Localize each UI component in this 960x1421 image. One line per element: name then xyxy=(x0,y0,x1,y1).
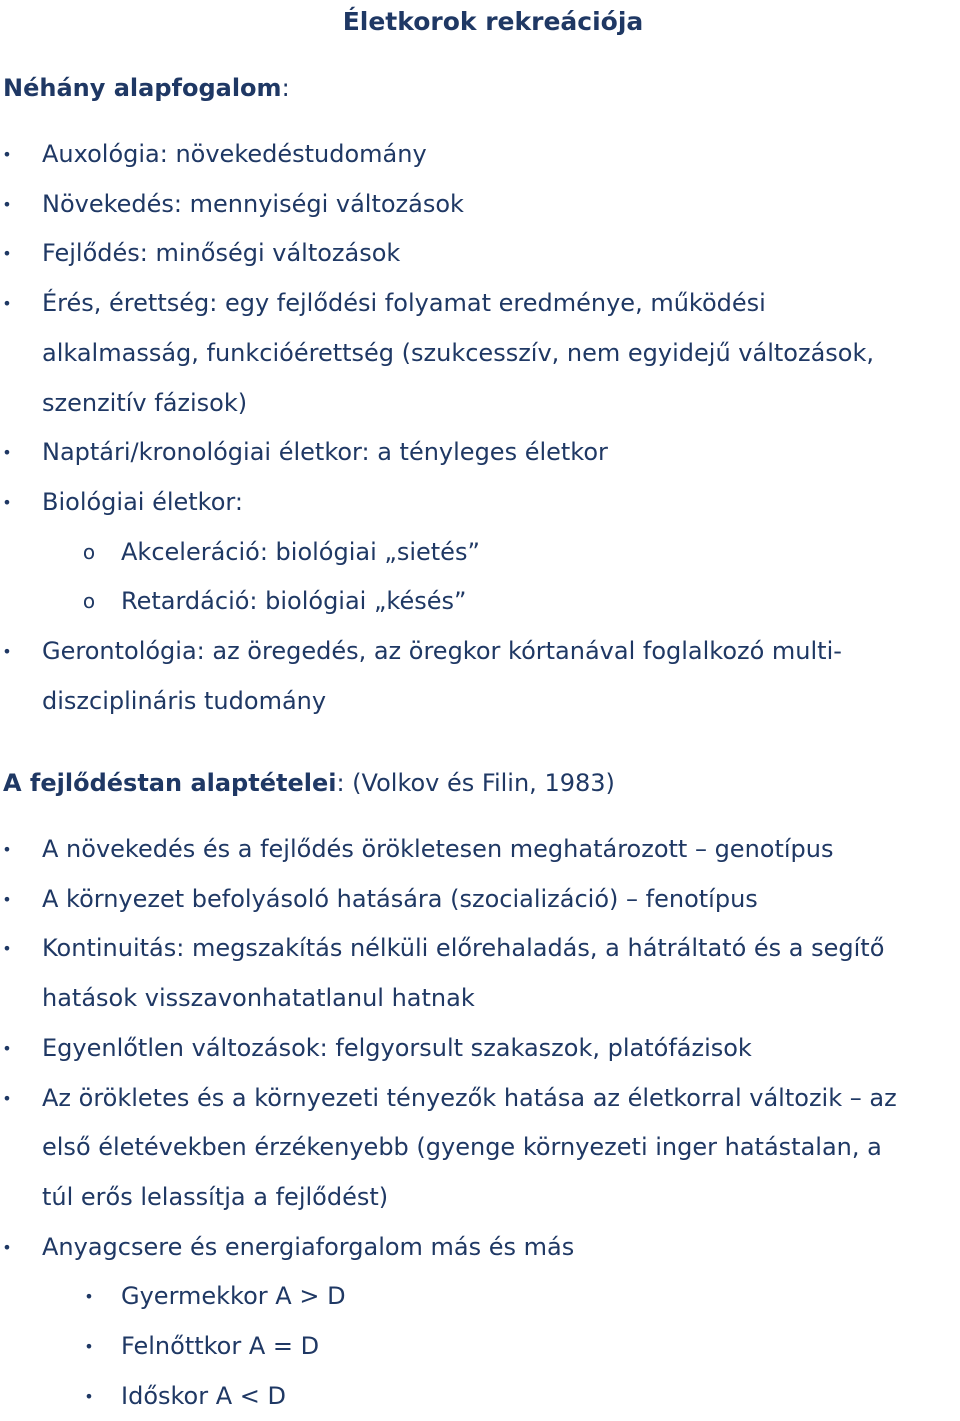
list-item xyxy=(0,279,960,428)
list-item-text: Egyenlőtlen változások: felgyorsult szakaszok, platófázisok xyxy=(42,1033,752,1062)
list-item-text: A környezet befolyásoló hatására (szocializáció) – fenotípus xyxy=(42,884,758,913)
circle-bullet-icon: o xyxy=(82,539,96,564)
section-heading-suffix: : (Volkov és Filin, 1983) xyxy=(336,769,615,797)
section-heading-bold: Néhány alapfogalom xyxy=(3,74,282,102)
bullet-icon: • xyxy=(2,244,12,264)
section-heading-basic-concepts xyxy=(3,70,290,106)
bullet-icon: • xyxy=(2,840,12,859)
sub-list-item xyxy=(0,577,960,627)
principles-list xyxy=(0,825,960,1421)
list-item xyxy=(0,428,960,478)
basic-concepts-list xyxy=(0,130,960,726)
list-item-line: hatások visszavonhatatlanul hatnak xyxy=(42,984,475,1013)
bullet-icon: • xyxy=(2,1088,12,1108)
list-item-text: Fejlődés: minőségi változások xyxy=(42,239,401,268)
bullet-icon: • xyxy=(2,642,12,662)
sub-list-item xyxy=(0,1272,960,1322)
list-item xyxy=(0,130,960,180)
sub-list-item xyxy=(0,528,960,578)
bullet-icon: • xyxy=(84,1386,94,1406)
list-item-line: túl erős lelassítja a fejlődést) xyxy=(42,1182,389,1211)
sub-list-item xyxy=(0,1372,960,1421)
bullet-icon: • xyxy=(84,1337,94,1357)
list-item xyxy=(0,627,960,726)
bullet-icon: • xyxy=(2,939,12,959)
list-item-line: Érés, érettség: egy fejlődési folyamat eredménye, működési xyxy=(42,289,766,318)
sub-list-item-text: Gyermekkor A > D xyxy=(121,1282,346,1311)
list-item-text: A növekedés és a fejlődés örökletesen meghatározott – genotípus xyxy=(42,835,834,863)
list-item-line: szenzitív fázisok) xyxy=(42,388,248,417)
sub-list-item xyxy=(0,1322,960,1372)
bullet-icon: • xyxy=(2,1237,12,1257)
list-item-text: Biológiai életkor: xyxy=(42,487,243,516)
list-item-line: Az örökletes és a környezeti tényezők hatása az életkorral változik – az xyxy=(42,1083,897,1112)
list-item-line: alkalmasság, funkcióérettség (szukcesszív, nem egyidejű változások, xyxy=(42,338,874,367)
bullet-icon: • xyxy=(2,443,12,463)
bullet-icon: • xyxy=(2,194,12,214)
bullet-icon: • xyxy=(2,145,12,164)
sub-list-item-text: Akceleráció: biológiai „sietés” xyxy=(121,537,480,566)
list-item xyxy=(0,478,960,528)
bullet-icon: • xyxy=(2,492,12,512)
circle-bullet-icon: o xyxy=(82,589,96,614)
list-item-text: Auxológia: növekedéstudomány xyxy=(42,140,427,168)
list-item xyxy=(0,1024,960,1074)
list-item xyxy=(0,825,960,875)
list-item xyxy=(0,924,960,1023)
list-item xyxy=(0,875,960,925)
list-item-text: Növekedés: mennyiségi változások xyxy=(42,189,464,218)
sub-list-item-text: Felnőttkor A = D xyxy=(121,1332,320,1361)
list-item xyxy=(0,1074,960,1223)
section-heading-principles xyxy=(3,765,615,801)
list-item xyxy=(0,1223,960,1273)
document-title: Életkorok rekreációja xyxy=(342,7,644,36)
sub-list-item-text: Retardáció: biológiai „késés” xyxy=(121,587,467,616)
bullet-icon: • xyxy=(2,1038,12,1058)
sub-list-item-text: Időskor A < D xyxy=(121,1381,286,1410)
list-item-line: diszciplináris tudomány xyxy=(42,686,327,715)
list-item xyxy=(0,180,960,230)
list-item-text: Anyagcsere és energiaforgalom más és más xyxy=(42,1232,575,1261)
section-heading-suffix: : xyxy=(281,74,290,102)
list-item-line: Gerontológia: az öregedés, az öregkor kórtanával foglalkozó multi- xyxy=(42,637,842,666)
bullet-icon: • xyxy=(84,1287,94,1307)
bullet-icon: • xyxy=(2,889,12,909)
list-item-line: Kontinuitás: megszakítás nélküli előrehaladás, a hátráltató és a segítő xyxy=(42,934,885,963)
list-item xyxy=(0,229,960,279)
section-heading-bold: A fejlődéstan alaptételei xyxy=(3,769,337,797)
list-item-text: Naptári/kronológiai életkor: a tényleges életkor xyxy=(42,438,608,467)
list-item-line: első életévekben érzékenyebb (gyenge környezeti inger hatástalan, a xyxy=(42,1133,882,1162)
bullet-icon: • xyxy=(2,294,12,314)
